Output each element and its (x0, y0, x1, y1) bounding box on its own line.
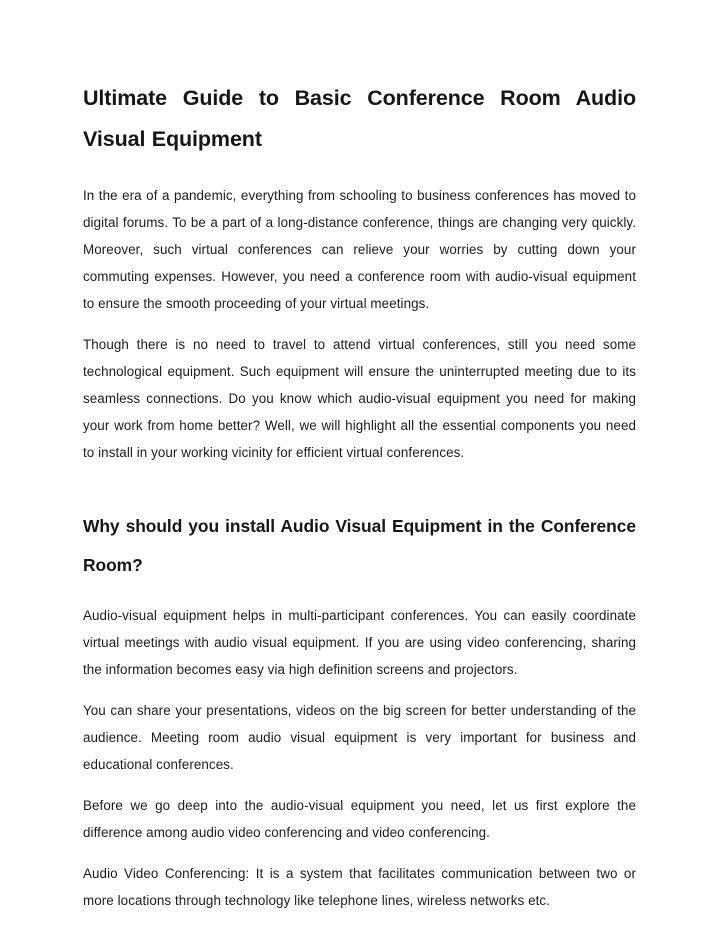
paragraph-body-1: Audio-visual equipment helps in multi-participant conferences. You can easily coordinate virtual meetings with audio visual equipment. If you are using video conferencing, sharing the information becomes easy via high definition screens and projectors. (83, 608, 636, 677)
spacer (83, 317, 636, 331)
spacer (83, 683, 636, 697)
spacer (83, 466, 636, 507)
section-heading-why-install: Why should you install Audio Visual Equipment in the Conference Room? (83, 516, 636, 575)
spacer (83, 846, 636, 860)
document-content (83, 78, 636, 914)
page-title: Ultimate Guide to Basic Conference Room Audio Visual Equipment (83, 86, 636, 151)
spacer (83, 160, 636, 182)
paragraph-intro-2: Though there is no need to travel to attend virtual conferences, still you need some technological equipment. Such equipment will ensure the uninterrupted meeting due to its seamless connections. Do you know which audio-visual equipment you need for making your work from home better? Well, we will highlight all the essential components you need to install in your working vicinity for efficient virtual conferences. (83, 337, 636, 460)
paragraph-intro-1: In the era of a pandemic, everything from schooling to business conferences has moved to digital forums. To be a part of a long-distance conference, things are changing very quickly. Moreover, such virtual conferences can relieve your worries by cutting down your commuting expenses. However, you need a conference room with audio-visual equipment to ensure the smooth proceeding of your virtual meetings. (83, 188, 636, 311)
spacer (83, 585, 636, 602)
paragraph-body-4: Audio Video Conferencing: It is a system that facilitates communication between two or more locations through technology like telephone lines, wireless networks etc. (83, 866, 636, 908)
paragraph-body-3: Before we go deep into the audio-visual equipment you need, let us first explore the difference among audio video conferencing and video conferencing. (83, 798, 636, 840)
spacer (83, 778, 636, 792)
paragraph-body-2: You can share your presentations, videos on the big screen for better understanding of the audience. Meeting room audio visual equipment is very important for business and educational conferences. (83, 703, 636, 772)
